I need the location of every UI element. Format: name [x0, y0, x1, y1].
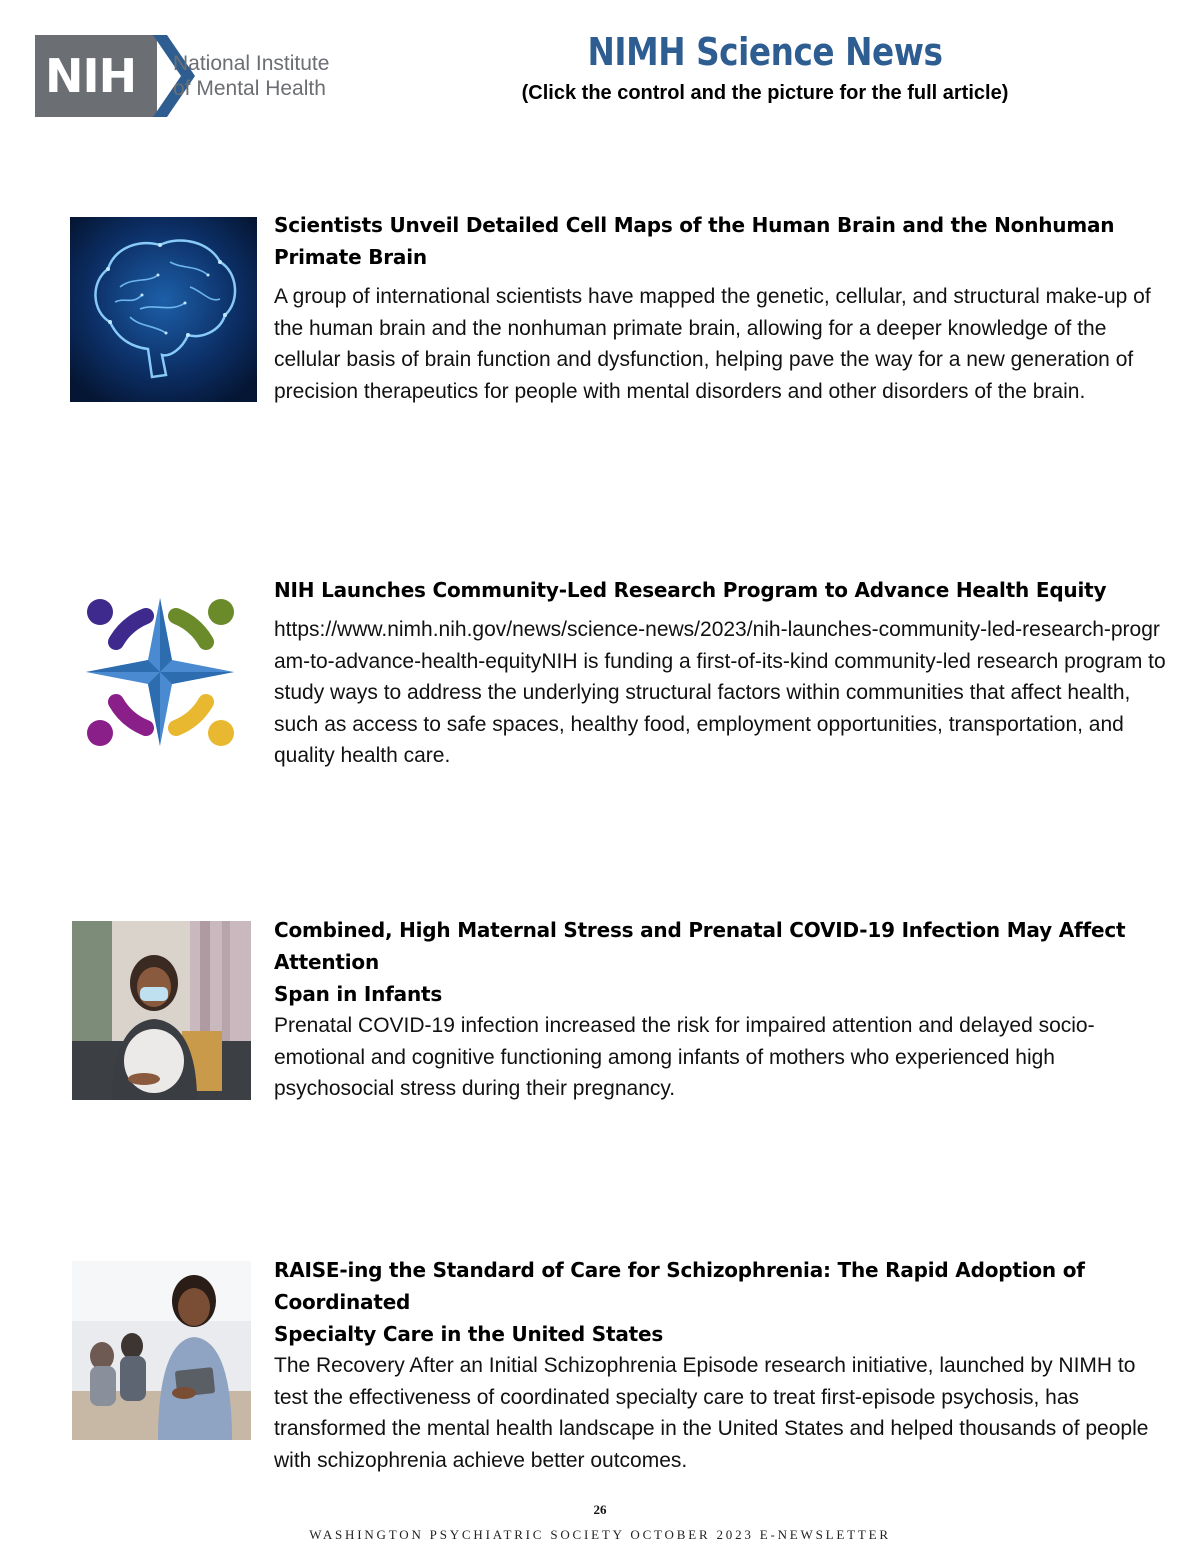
article-title-line-1[interactable]: RAISE-ing the Standard of Care for Schizophrenia: The Rapid Adoption of Coordinated: [274, 1258, 1085, 1314]
logo-mark: NIH: [35, 35, 157, 117]
article-title[interactable]: [274, 209, 1169, 273]
article-title-line-1[interactable]: Scientists Unveil Detailed Cell Maps of the Human Brain and the Nonhuman: [274, 213, 1115, 237]
publication-footer: WASHINGTON PSYCHIATRIC SOCIETY OCTOBER 2023 E-NEWSLETTER: [309, 1527, 891, 1542]
logo-wordmark: [173, 51, 329, 101]
article-title-line-2[interactable]: Primate Brain: [274, 245, 427, 269]
article-summary: [274, 614, 1169, 772]
brain-network-image[interactable]: [70, 217, 257, 402]
article-summary: A group of international scientists have mapped the genetic, cellular, and structural make-up of the human brain and the nonhuman primate brain, allowing for a deeper knowledge of the cellular basis of brain function and dysfunction, helping pave the way for a new generation of precision therapeutics for people with mental disorders and other disorders of the brain.: [274, 285, 1151, 403]
logo-line-2: of Mental Health: [173, 77, 326, 100]
nih-logo: [35, 35, 347, 117]
article-title-line-1[interactable]: Combined, High Maternal Stress and Prenatal COVID-19 Infection May Affect Attention: [274, 918, 1126, 974]
page-subtitle: (Click the control and the picture for the full article): [521, 82, 1009, 104]
community-star-logo[interactable]: [78, 590, 243, 755]
article-summary-text: NIH is funding a first-of-its-kind community-led research program to study ways to address the underlying structural factors within communities that affect health, such as access to safe spaces, healthy food, employment opportunities, transportation, and quality health care.: [274, 649, 1166, 767]
article-title[interactable]: [274, 914, 1169, 1010]
article-title-line-2[interactable]: Span in Infants: [274, 982, 443, 1006]
article-title-line-2[interactable]: Specialty Care in the United States: [274, 1322, 664, 1346]
article-summary: Prenatal COVID-19 infection increased the risk for impaired attention and delayed socio-emotional and cognitive functioning among infants of mothers who experienced high psychosocial stress during their pregnancy.: [274, 1014, 1095, 1100]
article-summary: The Recovery After an Initial Schizophrenia Episode research initiative, launched by NIMH to test the effectiveness of coordinated specialty care to treat first-episode psychosis, has transformed the mental health landscape in the United States and helped thousands of people with schizophrenia achieve better outcomes.: [274, 1354, 1149, 1472]
article-url-link[interactable]: https://www.nimh.nih.gov/news/science-news/2023/nih-launches-community-led-research-program-to-advance-health-equity: [274, 618, 1160, 673]
page-number: 26: [593, 1502, 607, 1517]
article-title[interactable]: NIH Launches Community-Led Research Program to Advance Health Equity: [274, 578, 1107, 602]
office-woman-tablet-photo[interactable]: [72, 1261, 251, 1440]
page-title: NIMH Science News: [587, 30, 943, 74]
article-title[interactable]: [274, 1254, 1169, 1350]
pregnant-woman-mask-photo[interactable]: [72, 921, 251, 1100]
logo-line-1: National Institute: [173, 52, 330, 75]
